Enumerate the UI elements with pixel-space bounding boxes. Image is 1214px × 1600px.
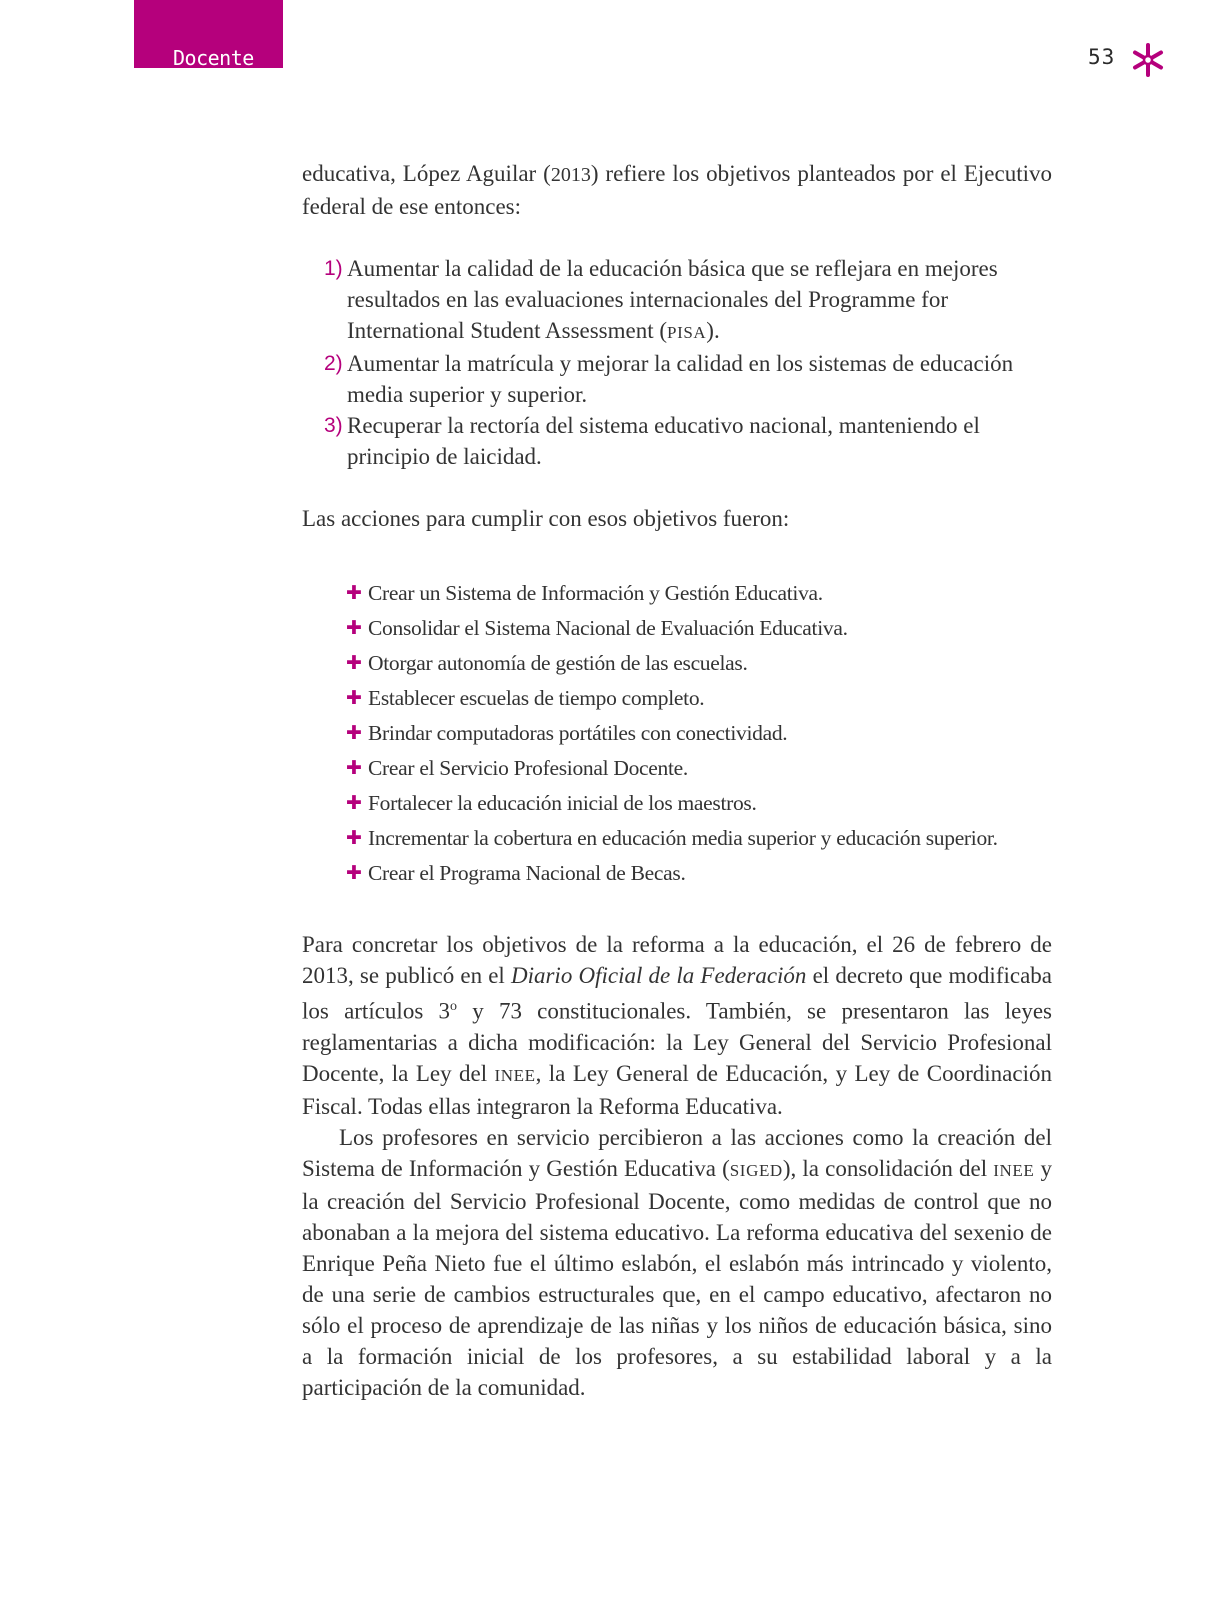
objectives-list	[302, 253, 1052, 472]
action-item: ✚ Consolidar el Sistema Nacional de Evaluación Educativa.	[302, 611, 1052, 646]
objective-item: 3) Recuperar la rectoría del sistema educativo nacional, manteniendo el principio de laicidad.	[302, 410, 1052, 472]
bullet-icon: ✚	[346, 618, 362, 639]
section-tab	[134, 0, 283, 68]
section-label: Docente	[173, 46, 254, 70]
action-item: ✚ Establecer escuelas de tiempo completo.	[302, 681, 1052, 716]
bullet-icon: ✚	[346, 828, 362, 849]
action-item: ✚ Otorgar autonomía de gestión de las escuelas.	[302, 646, 1052, 681]
asterisk-icon	[1130, 42, 1166, 78]
bullet-icon: ✚	[346, 583, 362, 604]
action-item: ✚ Brindar computadoras portátiles con conectividad.	[302, 716, 1052, 751]
publication-title: Diario Oficial de la Federación	[510, 963, 807, 988]
list-number: 2)	[324, 352, 343, 375]
action-item: ✚ Crear un Sistema de Información y Gestión Educativa.	[302, 576, 1052, 611]
teachers-paragraph: Los profesores en servicio percibieron a las acciones como la creación del Sistema de Información y Gestión Educativa (SIGED), la consolidación del INEE y la creación del Servicio Profesional Docente, como medidas de control que no abonaban a la mejora del sistema educativo. La reforma educativa del sexenio de Enrique Peña Nieto fue el último eslabón, el eslabón más intrincado y violento, de una serie de cambios estructurales que, en el campo educativo, afectaron no sólo el proceso de aprendizaje de las niñas y los niños de educación básica, sino a la formación inicial de los profesores, a su estabilidad laboral y a la participación de la comunidad.	[302, 1124, 1053, 1400]
reform-paragraph: Para concretar los objetivos de la reforma a la educación, el 26 de febrero de 2013, se publicó en el Diario Oficial de la Federación el decreto que modificaba los artículos 3$^o$ y 73 constitucionales. También, se presentaron las leyes reglamentarias a dicha modificación: la Ley General del Servicio Profesional Docente, la Ley del INEE, la Ley General de Educación, y Ley de Coordinación Fiscal. Todas ellas integraron la Reforma Educativa.	[302, 932, 1052, 1119]
list-number: 1)	[324, 257, 343, 280]
bullet-icon: ✚	[346, 688, 362, 709]
bullet-icon: ✚	[346, 793, 362, 814]
action-item: ✚ Incrementar la cobertura en educación media superior y educación superior.	[302, 821, 1052, 856]
action-item: ✚ Fortalecer la educación inicial de los maestros.	[302, 786, 1052, 821]
list-number: 3)	[324, 414, 343, 437]
bullet-icon: ✚	[346, 653, 362, 674]
intro-paragraph: educativa, López Aguilar (2013) refiere los objetivos planteados por el Ejecutivo federal de ese entonces:	[302, 161, 1052, 219]
bullet-icon: ✚	[346, 758, 362, 779]
action-item: ✚ Crear el Servicio Profesional Docente.	[302, 751, 1052, 786]
objective-item: 1) Aumentar la calidad de la educación básica que se reflejara en mejores resultados en las evaluaciones internacionales del Programme for International Student Assessment (PISA).	[302, 253, 1052, 348]
action-item: ✚ Crear el Programa Nacional de Becas.	[302, 856, 1052, 891]
objective-item: 2) Aumentar la matrícula y mejorar la calidad en los sistemas de educación media superior y superior.	[302, 348, 1052, 410]
bullet-icon: ✚	[346, 863, 362, 884]
page-number: 53	[1088, 45, 1116, 69]
actions-intro: Las acciones para cumplir con esos objetivos fueron:	[302, 506, 790, 531]
bullet-icon: ✚	[346, 723, 362, 744]
actions-list	[302, 576, 1052, 891]
page-body	[302, 158, 1052, 1403]
